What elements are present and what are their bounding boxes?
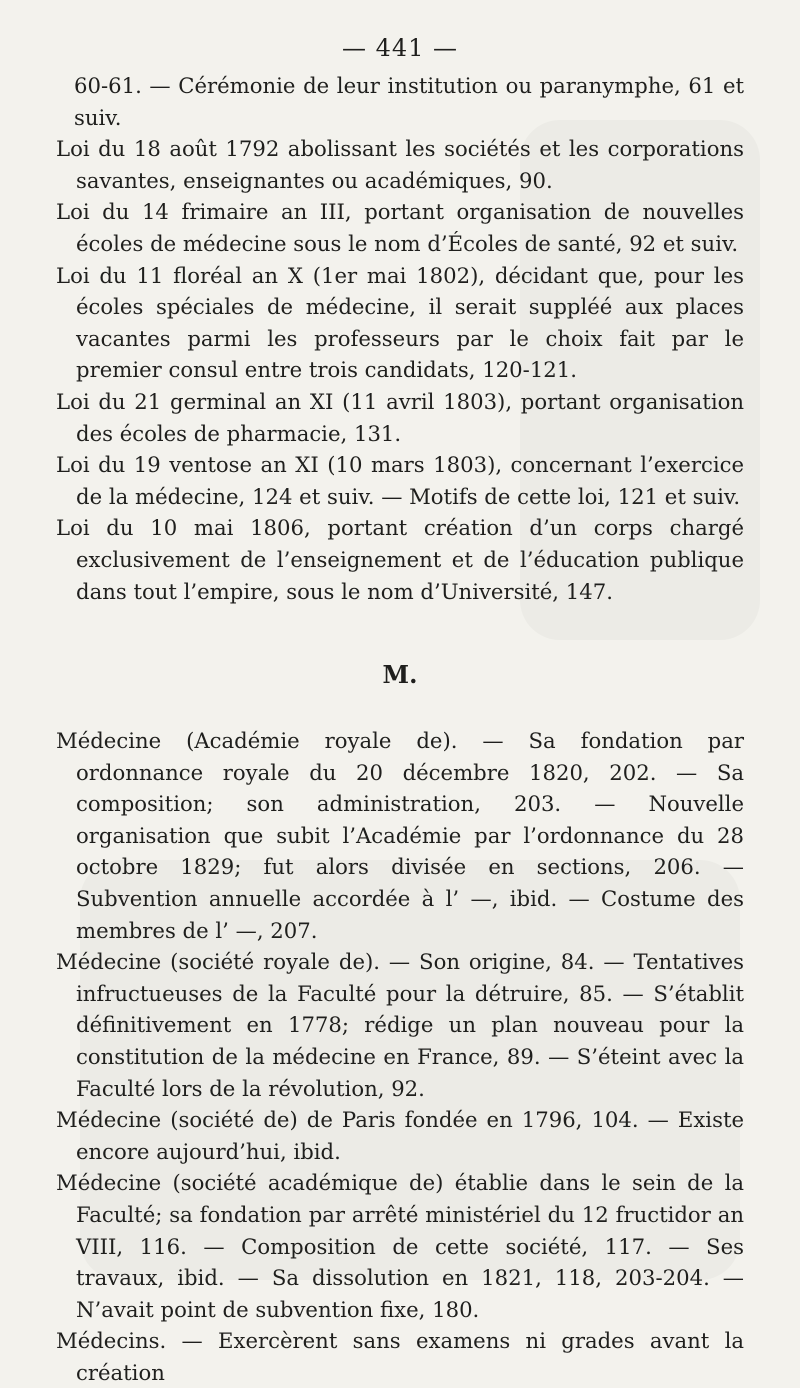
top-entries bbox=[56, 70, 744, 607]
index-entry: Loi du 19 ventose an XI (10 mars 1803), concernant l’exercice de la médecine, 124 et suiv. — Motifs de cette loi, 121 et suiv. bbox=[56, 452, 744, 509]
index-entry: Médecins. — Exercèrent sans examens ni grades avant la création bbox=[56, 1328, 744, 1385]
index-entry: Loi du 21 germinal an XI (11 avril 1803), portant organisation des écoles de pharmacie, 131. bbox=[56, 388, 744, 446]
index-entry: Médecine (société royale de). — Son origine, 84. — Tentatives infructueuses de la Faculté pour la détruire, 85. — S’établit définitivement en 1778; rédige un plan nouveau pour la constitution de la médecine en France, 89. — S’éteint avec la Faculté lors de la révolution, 92. bbox=[56, 949, 744, 1101]
index-entry: Loi du 10 mai 1806, portant création d’un corps chargé exclusivement de l’enseignement et de l’éducation publique dans tout l’empire, sous le nom d’Université, 147. bbox=[56, 515, 744, 604]
m-entries bbox=[56, 725, 744, 1388]
index-entry: Médecine (Académie royale de). — Sa fondation par ordonnance royale du 20 décembre 1820, 202. — Sa composition; son administration, 203. — Nouvelle organisation que subit l’Académie par l’ordonnance du 28 octobre 1829; fut alors divisée en sections, 206. — Subvention annuelle accordée à l’ —, ibid. — Costume des membres de l’ —, 207. bbox=[56, 728, 744, 943]
page-number: — 441 — bbox=[341, 34, 459, 62]
index-entry: Loi du 11 floréal an X (1er mai 1802), décidant que, pour les écoles spéciales de médecine, il serait suppléé aux places vacantes parmi les professeurs par le choix fait par le premier consul entre trois candidats, 120-121. bbox=[56, 262, 744, 383]
index-entry: Loi du 18 août 1792 abolissant les sociétés et les corporations savantes, enseignantes ou académiques, 90. bbox=[56, 136, 744, 193]
index-entry: Médecine (société de) de Paris fondée en 1796, 104. — Existe encore aujourd’hui, ibid. bbox=[56, 1107, 744, 1164]
continued-entry: 60-61. — Cérémonie de leur institution ou paranymphe, 61 et suiv. bbox=[74, 73, 744, 130]
section-heading: M. bbox=[382, 660, 418, 689]
index-entry: Médecine (société académique de) établie dans le sein de la Faculté; sa fondation par arrêté ministériel du 12 fructidor an VIII, 116. — Composition de cette société, 117. — Ses travaux, ibid. — Sa dissolution en 1821, 118, 203-204. — N’avait point de subvention fixe, 180. bbox=[56, 1170, 744, 1322]
index-entry: Loi du 14 frimaire an III, portant organisation de nouvelles écoles de médecine sous le nom d’Écoles de santé, 92 et suiv. bbox=[56, 199, 744, 256]
